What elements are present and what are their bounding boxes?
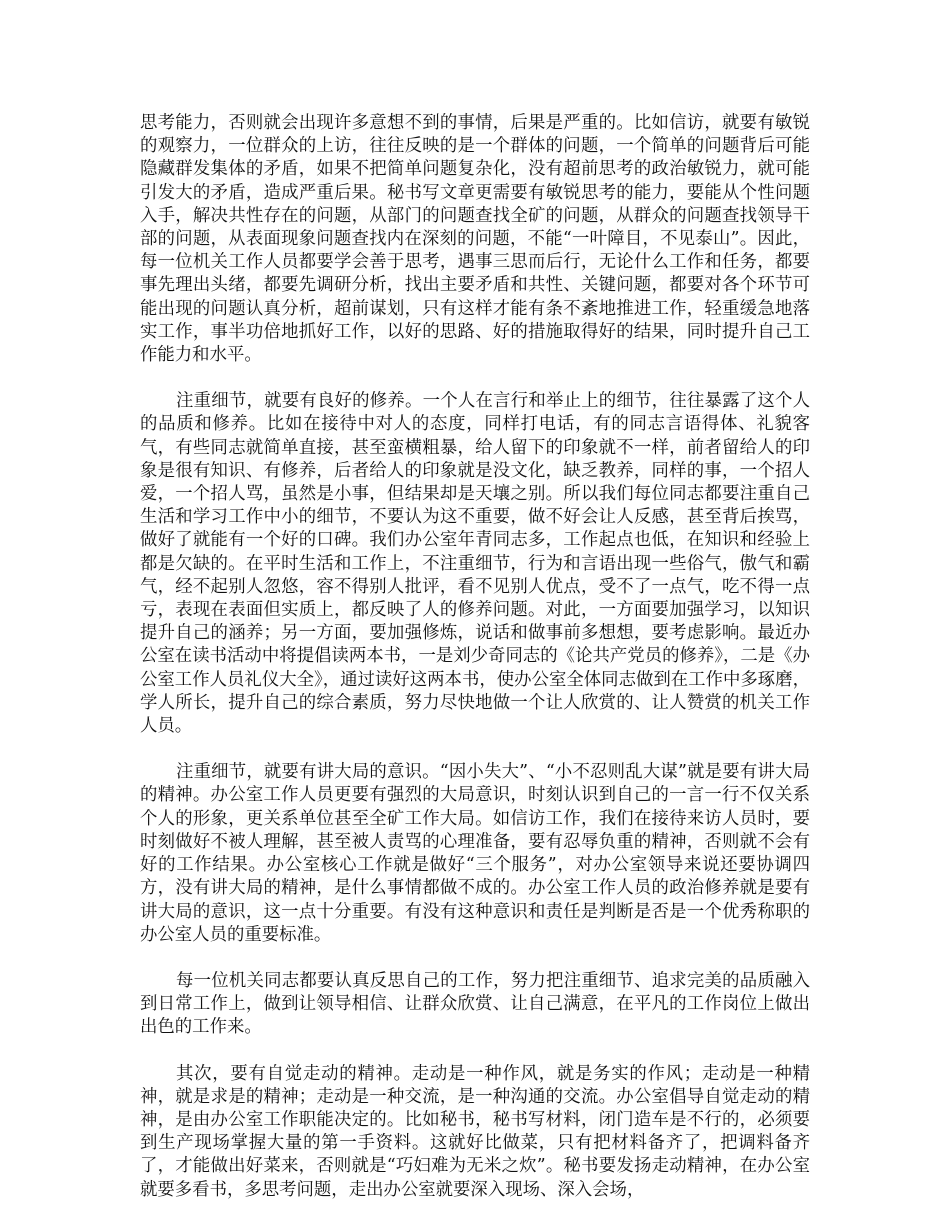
paragraph-1: 思考能力，否则就会出现许多意想不到的事情，后果是严重的。比如信访，就要有敏锐的观察力，一位群众的上访，往往反映的是一个群体的问题，一个简单的问题背后可能隐藏群发集体的矛盾，如果不把简单问题复杂化，没有超前思考的政治敏锐力，就可能引发大的矛盾，造成严重后果。秘书写文章更需要有敏锐思考的能力，要能从个性问题入手，解决共性存在的问题，从部门的问题查找全矿的问题，从群众的问题查找领导干部的问题，从表面现象问题查找内在深刻的问题，不能“一叶障目，不见泰山”。因此，每一位机关工作人员都要学会善于思考，遇事三思而后行，无论什么工作和任务，都要事先理出头绪，都要先调研分析，找出主要矛盾和共性、关键问题，都要对各个环节可能出现的问题认真分析，超前谋划，只有这样才能有条不紊地推进工作，轻重缓急地落实工作，事半功倍地抓好工作，以好的思路、好的措施取得好的结果，同时提升自己工作能力和水平。	[140, 113, 810, 366]
paragraph-5: 其次，要有自觉走动的精神。走动是一种作风，就是务实的作风；走动是一种精神，就是求是的精神；走动是一种交流，是一种沟通的交流。办公室倡导自觉走动的精神，是由办公室工作职能决定的。比如秘书，秘书写材料，闭门造车是不行的，必须要到生产现场掌握大量的第一手资料。这就好比做菜，只有把材料备齐了，把调料备齐了，才能做出好菜来，否则就是“巧妇难为无米之炊”。秘书要发扬走动精神，在办公室就要多看书，多思考问题，走出办公室就要深入现场、深入会场，	[140, 1063, 810, 1200]
document-page	[140, 112, 810, 1202]
paragraph-2: 注重细节，就要有良好的修养。一个人在言行和举止上的细节，往往暴露了这个人的品质和修养。比如在接待中对人的态度，同样打电话，有的同志言语得体、礼貌客气，有些同志就简单直接，甚至蛮横粗暴，给人留下的印象就不一样，前者留给人的印象是很有知识、有修养，后者给人的印象就是没文化，缺乏教养，同样的事，一个招人爱，一个招人骂，虽然是小事，但结果却是天壤之别。所以我们每位同志都要注重自己生活和学习工作中小的细节，不要认为这不重要，做不好会让人反感，甚至背后挨骂，做好了就能有一个好的口碑。我们办公室年青同志多，工作起点也低，在知识和经验上都是欠缺的。在平时生活和工作上，不注重细节，行为和言语出现一些俗气，傲气和霸气，经不起别人忽悠，容不得别人批评，看不见别人优点，受不了一点气，吃不得一点亏，表现在表面但实质上，都反映了人的修养问题。对此，一方面要加强学习，以知识提升自己的涵养；另一方面，要加强修炼，说话和做事前多想想，要考虑影响。最近办公室在读书活动中将提倡读两本书，一是刘少奇同志的《论共产党员的修养》，二是《办公室工作人员礼仪大全》，通过读好这两本书，使办公室全体同志做到在工作中多琢磨，学人所长，提升自己的综合素质，努力尽快地做一个让人欣赏的、让人赞赏的机关工作人员。	[140, 391, 810, 737]
paragraph-4: 每一位机关同志都要认真反思自己的工作，努力把注重细节、追求完美的品质融入到日常工作上，做到让领导相信、让群众欣赏、让自己满意，在平凡的工作岗位上做出出色的工作来。	[140, 970, 810, 1038]
paragraph-3: 注重细节，就要有讲大局的意识。“因小失大”、“小不忍则乱大谋”就是要有讲大局的精神。办公室工作人员更要有强烈的大局意识，时刻认识到自己的一言一行不仅关系个人的形象，更关系单位甚至全矿工作大局。如信访工作，我们在接待来访人员时，要时刻做好不被人理解，甚至被人责骂的心理准备，要有忍辱负重的精神，否则就不会有好的工作结果。办公室核心工作就是做好“三个服务”，对办公室领导来说还要协调四方，没有讲大局的精神，是什么事情都做不成的。办公室工作人员的政治修养就是要有讲大局的意识，这一点十分重要。有没有这种意识和责任是判断是否是一个优秀称职的办公室人员的重要标准。	[140, 762, 810, 945]
